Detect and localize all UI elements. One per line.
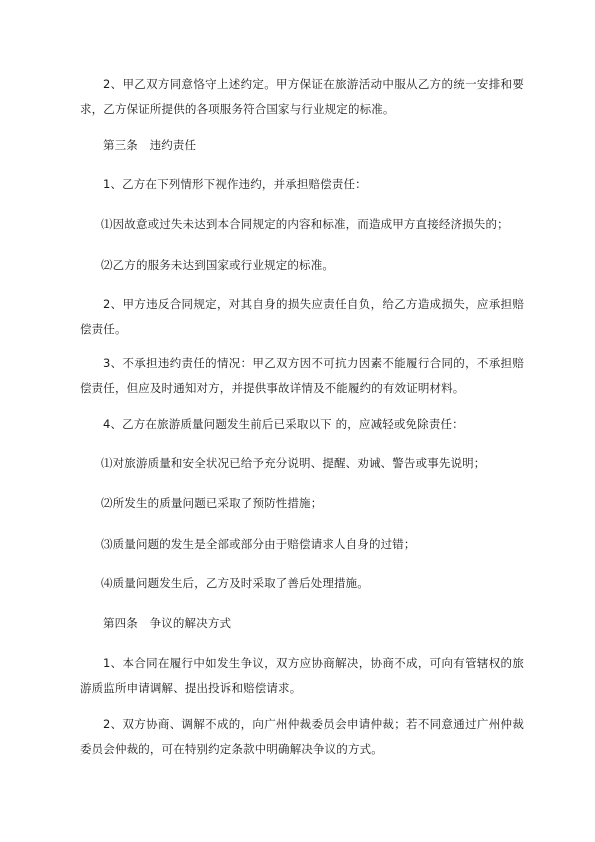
paragraph-3-3: 3、不承担违约责任的情况：甲乙双方因不可抗力因素不能履行合同的，不承担赔偿责任，但应及时通知对方，并提供事故详情及不能履约的有效证明材料。 [80,356,524,395]
list-item-3-1-1: ⑴因故意或过失未达到本合同规定的内容和标准，而造成甲方直接经济损失的； [101,217,509,231]
list-item-3-4-1: ⑴对旅游质量和安全状况已给予充分说明、提醒、劝诫、警告或事先说明； [101,456,486,470]
paragraph-3-1: 1、乙方在下列情形下视作违约，并承担赔偿责任： [103,177,367,191]
paragraph-3-2: 2、甲方违反合同规定，对其自身的损失应责任自负，给乙方造成损失，应承担赔偿责任。 [80,297,524,336]
list-item-3-4-3: ⑶质量问题的发生是全部或部分由于赔偿请求人自身的过错； [101,537,416,551]
list-item-3-4-2: ⑵所发生的质量问题已采取了预防性措施； [101,496,323,510]
paragraph-4-2: 2、双方协商、调解不成的，向广州仲裁委员会申请仲裁；若不同意通过广州仲裁委员会仲裁的，可在特别约定条款中明确解决争议的方式。 [80,717,524,756]
list-item-3-1-2: ⑵乙方的服务未达到国家或行业规定的标准。 [101,258,334,272]
paragraph-2-parties-agreement: 2、甲乙双方同意恪守上述约定。甲方保证在旅游活动中服从乙方的统一安排和要求，乙方保证所提供的各项服务符合国家与行业规定的标准。 [80,77,524,116]
list-item-3-4-4: ⑷质量问题发生后，乙方及时采取了善后处理措施。 [101,576,369,590]
section-heading-article-4: 第四条 争议的解决方式 [103,616,232,630]
section-heading-article-3: 第三条 违约责任 [103,138,197,152]
paragraph-3-4: 4、乙方在旅游质量问题发生前后已采取以下 的，应减轻或免除责任： [103,417,464,431]
paragraph-4-1: 1、本合同在履行中如发生争议，双方应协商解决，协商不成，可向有管辖权的旅游质监所申请调解、提出投诉和赔偿请求。 [80,656,524,695]
